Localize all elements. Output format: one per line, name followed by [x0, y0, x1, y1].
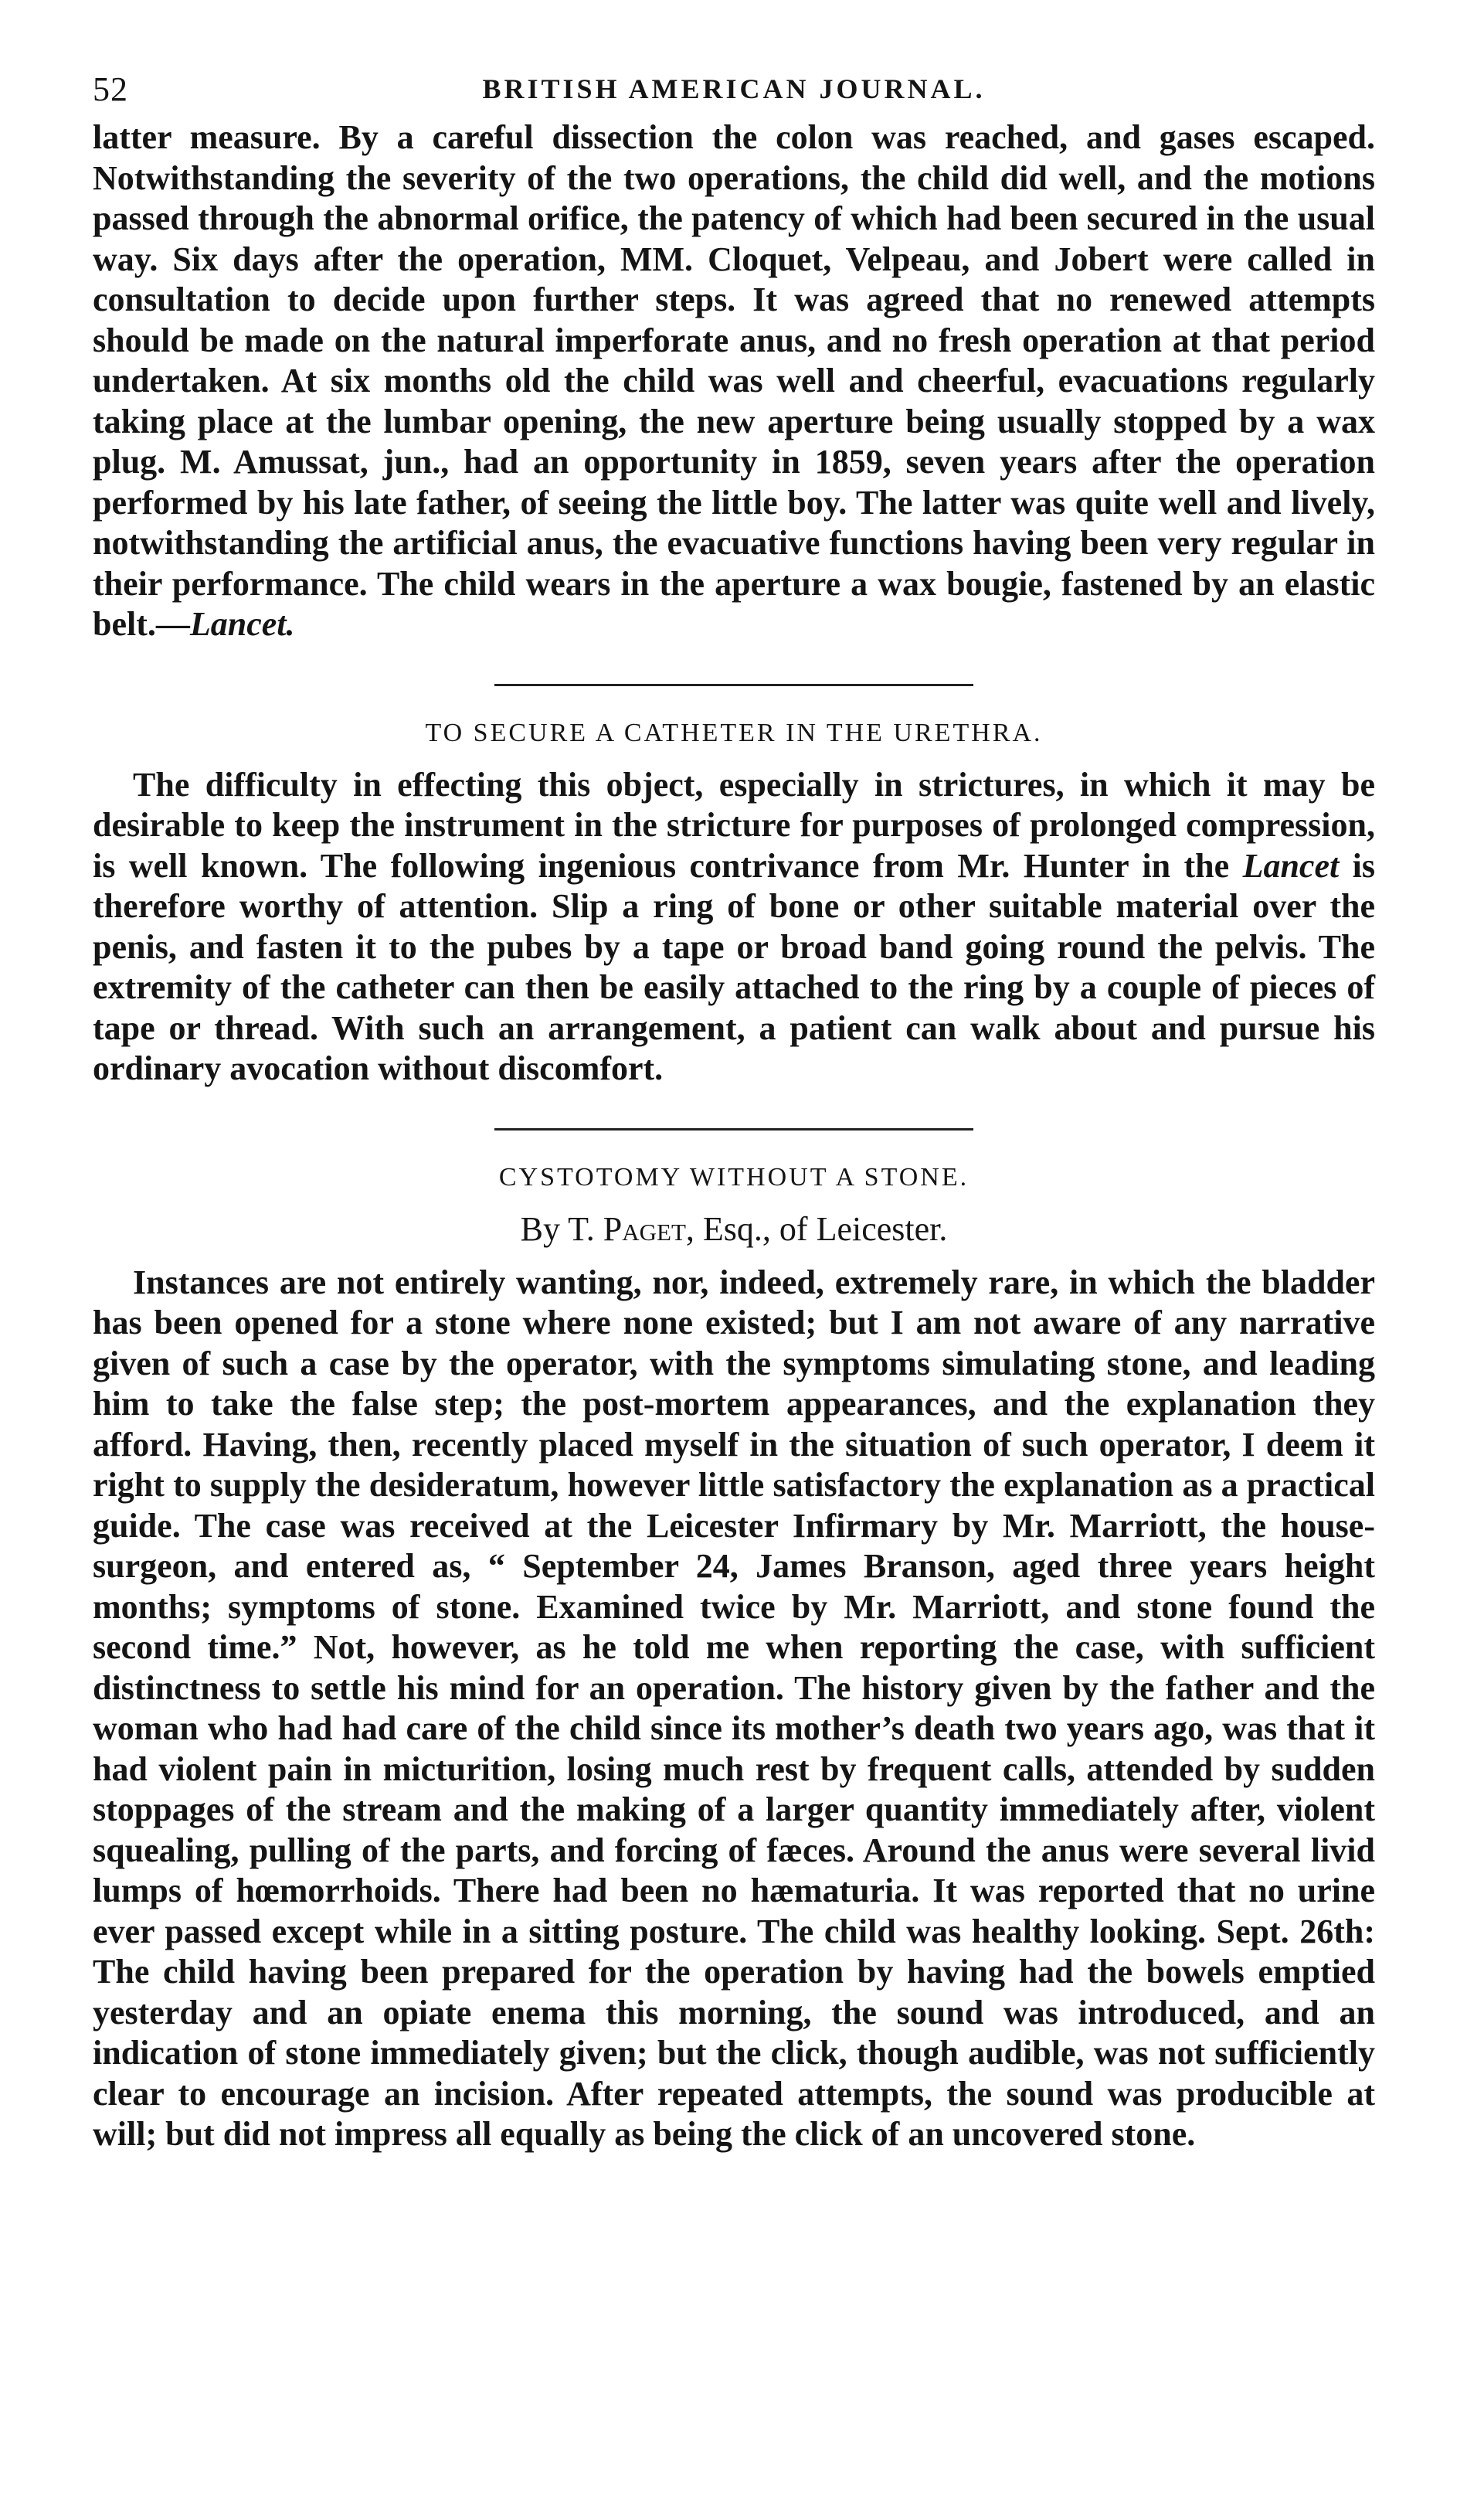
cystotomy-article-text: Instances are not entirely wanting, nor, indeed, extremely rare, in which the bladder has been opened for a stone where none existed; but I am not aware of any narrative given of such a case by the operator, with the symptoms simulating stone, and leading him to take the false step; the post-mortem appearances, and the explanation they afford. Having, then, recently placed myself in the situation of such operator, I deem it right to supply the desideratum, however little satisfactory the explanation as a practical guide. The case was received at the Leicester Infirmary by Mr. Marriott, the house-surgeon, and entered as, “ September 24, James Branson, aged three years height months; symptoms of stone. Examined twice by Mr. Marriott, and stone found the second time.” Not, however, as he told me when reporting the case, with sufficient distinctness to settle his mind for an operation. The history given by the father and the woman who had had care of the child since its mother’s death two years ago, was that it had violent pain in micturition, losing much rest by frequent calls, attended by sudden stoppages of the stream and the making of a larger quantity immediately after, violent squealing, pulling of the parts, and forcing of fæces. Around the anus were several livid lumps of hœmorrhoids. There had been no hæmaturia. It was reported that no urine ever passed except while in a sitting posture. The child was healthy looking. Sept. 26th: The child having been prepared for the operation by having had the bowels emptied yesterday and an opiate enema this morning, the sound was introduced, and an indication of stone immediately given; but the click, though audible, was not sufficiently clear to encourage an incision. After repeated attempts, the sound was producible at will; but did not impress all equally as being the click of an uncovered stone. [93, 1263, 1375, 2153]
page-number: 52 [93, 70, 128, 108]
catheter-article-text [93, 765, 1375, 1090]
catheter-text-part2: is therefore worthy of attention. Slip a ring of bone or other suitable material over the penis, and fasten it to the pubes by a tape or broad band going round the pelvis. The extremity of the catheter can then be easily attached to the ring by a couple of pieces of tape or thread. With such an arrangement, a patient can walk about and pursue his ordinary avocation without discomfort. [93, 846, 1375, 1087]
cystotomy-byline [93, 1209, 1375, 1249]
journal-page [93, 46, 1375, 2155]
article-continuation-source: Lancet. [189, 605, 295, 643]
article-continuation-body: latter measure. By a careful dissection the colon was reached, and gases escaped. Notwithstanding the severity of the two operations, the child did well, and the motions passed through the abnormal orifice, the patency of which had been secured in the usual way. Six days after the operation, MM. Cloquet, Velpeau, and Jobert were called in consultation to decide upon further steps. It was agreed that no renewed attempts should be made on the natural imperforate anus, and no fresh operation at that period undertaken. At six months old the child was well and cheerful, evacuations regularly taking place at the lumbar opening, the new aperture being usually stopped by a wax plug. M. Amussat, jun., had an opportunity in 1859, seven years after the operation performed by his late father, of seeing the little boy. The latter was quite well and lively, notwithstanding the artificial anus, the evacuative functions having been very regular in their performance. The child wears in the aperture a wax bougie, fastened by an elastic belt.— [93, 118, 1375, 643]
section-divider [494, 684, 973, 686]
running-head [93, 46, 1375, 108]
section-divider [494, 1128, 973, 1130]
catheter-text-part1: The difficulty in effecting this object, especially in strictures, in which it may be desirable to keep the instrument in the stricture for purposes of prolonged compression, is well known. The following ingenious contrivance from Mr. Hunter in the [93, 765, 1375, 885]
byline-suffix: , Esq., of Leicester. [685, 1209, 948, 1248]
journal-title: BRITISH AMERICAN JOURNAL. [482, 73, 986, 104]
catheter-article-heading: TO SECURE A CATHETER IN THE URETHRA. [425, 718, 1043, 747]
author-name: Paget [603, 1209, 686, 1248]
catheter-source: Lancet [1242, 846, 1340, 885]
cystotomy-article-heading: CYSTOTOMY WITHOUT A STONE. [498, 1162, 970, 1192]
article-continuation-text [93, 117, 1375, 645]
byline-prefix: By T. [520, 1209, 603, 1248]
